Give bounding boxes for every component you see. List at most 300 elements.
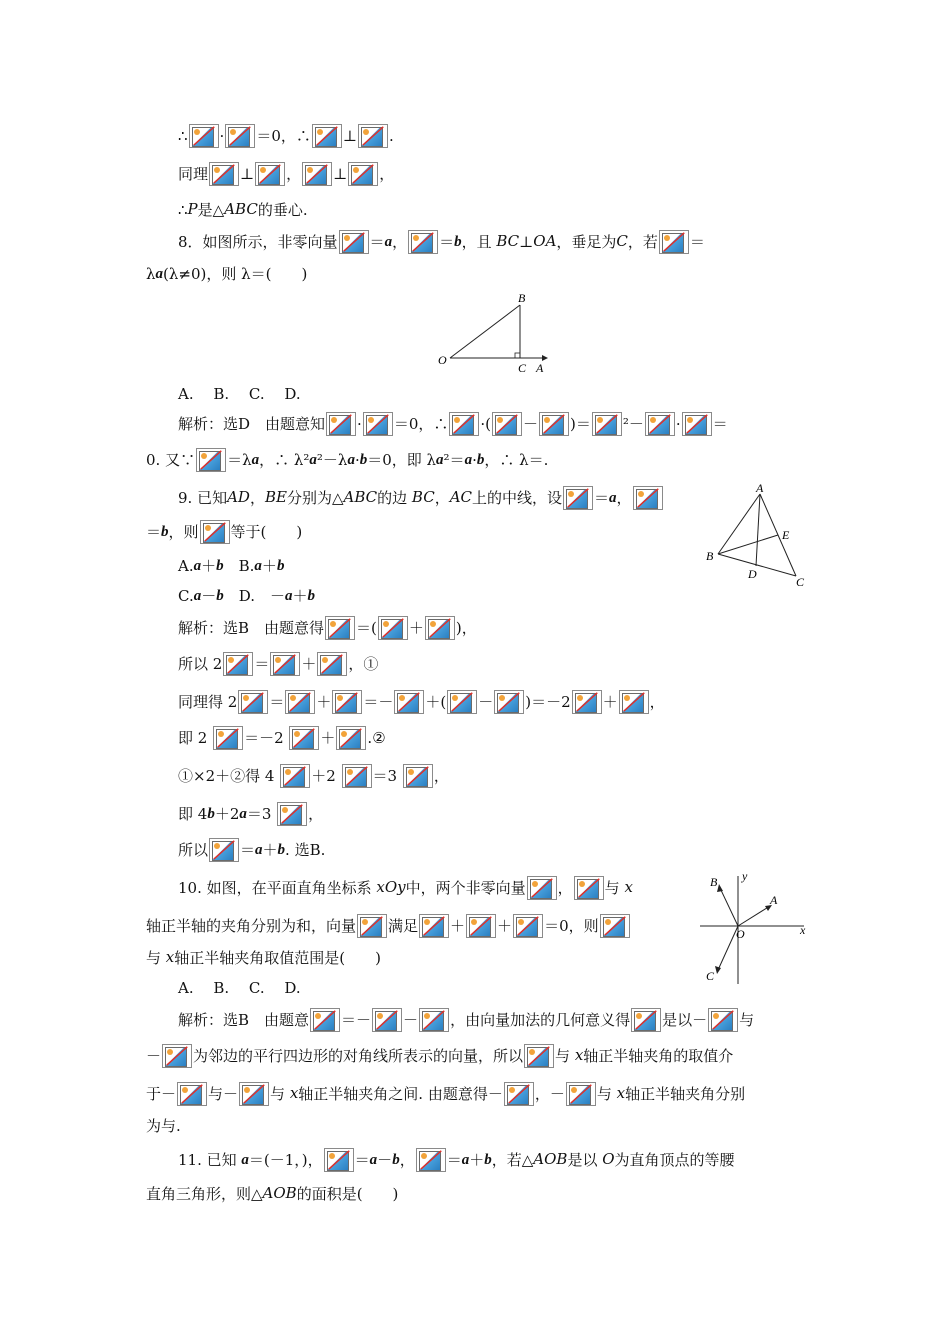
broken-image-icon bbox=[357, 914, 387, 938]
solution-9-line bbox=[178, 686, 665, 716]
text: ＝ bbox=[369, 233, 385, 251]
broken-image-icon bbox=[504, 1082, 534, 1106]
figure-label: A bbox=[756, 482, 764, 495]
text-line bbox=[178, 194, 308, 224]
text: x bbox=[624, 878, 633, 896]
text: ABC bbox=[224, 200, 258, 218]
text: ⊥ bbox=[240, 165, 255, 183]
broken-image-icon bbox=[317, 652, 347, 676]
figure-q10-axes bbox=[698, 870, 818, 988]
broken-image-icon bbox=[326, 412, 356, 436]
text: ，若 bbox=[627, 233, 658, 251]
text: A. B. C. D. bbox=[178, 385, 301, 403]
broken-image-slash bbox=[379, 617, 407, 639]
text: 轴正半轴夹角的取值介 bbox=[583, 1047, 734, 1065]
text: 是以－ bbox=[662, 1011, 708, 1029]
text: ＝(－1，)， bbox=[248, 1151, 323, 1169]
solution-8-line bbox=[146, 444, 548, 474]
broken-image-icon bbox=[270, 652, 300, 676]
solution-10-line bbox=[146, 1110, 181, 1140]
broken-image-icon bbox=[238, 690, 268, 714]
broken-image-icon bbox=[524, 1044, 554, 1068]
solution-9-line bbox=[178, 760, 449, 790]
text: ＋( bbox=[425, 693, 447, 711]
broken-image-slash bbox=[197, 449, 225, 471]
broken-image-icon bbox=[209, 838, 239, 862]
question-9-options bbox=[178, 580, 315, 610]
broken-image-icon bbox=[302, 162, 332, 186]
text: ＝ bbox=[146, 523, 162, 541]
figure-label: O bbox=[736, 927, 745, 941]
text: 11. 已知 bbox=[178, 1151, 242, 1169]
broken-image-slash bbox=[358, 915, 386, 937]
text: － bbox=[201, 587, 217, 605]
broken-image-icon bbox=[563, 486, 593, 510]
broken-image-slash bbox=[448, 691, 476, 713]
broken-image-icon bbox=[527, 876, 557, 900]
broken-image-slash bbox=[601, 915, 629, 937]
broken-image-slash bbox=[420, 915, 448, 937]
vector: a bbox=[384, 234, 393, 250]
text: 上的中线，设 bbox=[472, 489, 563, 507]
broken-image-icon bbox=[342, 764, 372, 788]
broken-image-icon bbox=[494, 690, 524, 714]
figure-q8-triangle bbox=[430, 290, 560, 380]
broken-image-slash bbox=[210, 163, 238, 185]
broken-image-icon bbox=[708, 1008, 738, 1032]
solution-10-line bbox=[178, 1004, 754, 1034]
broken-image-slash bbox=[495, 691, 523, 713]
text: ＝( bbox=[356, 619, 377, 637]
broken-image-icon bbox=[209, 162, 239, 186]
text: 解析：选B 由题意 bbox=[178, 1011, 310, 1029]
text: OA bbox=[533, 232, 557, 250]
broken-image-icon bbox=[659, 230, 689, 254]
broken-image-icon bbox=[394, 690, 424, 714]
vector: a bbox=[464, 452, 473, 468]
solution-9-line bbox=[178, 612, 477, 642]
text: ，－ bbox=[534, 1085, 565, 1103]
vector: a bbox=[255, 842, 263, 858]
text: )＝－2 bbox=[525, 693, 571, 711]
broken-image-slash bbox=[505, 1083, 533, 1105]
text: ＝0，则 bbox=[544, 917, 599, 935]
text: ＝ bbox=[446, 1151, 462, 1169]
broken-image-icon bbox=[631, 1008, 661, 1032]
text: ，垂足为 bbox=[556, 233, 617, 251]
broken-image-slash bbox=[426, 617, 454, 639]
broken-image-icon bbox=[566, 1082, 596, 1106]
text: ＝ bbox=[240, 841, 256, 859]
broken-image-icon bbox=[285, 690, 315, 714]
broken-image-slash bbox=[201, 521, 229, 543]
broken-image-icon bbox=[403, 764, 433, 788]
text: 轴正半轴夹角取值范围是( ) bbox=[174, 949, 381, 967]
text: )＝ bbox=[570, 415, 591, 433]
text: ⊥ bbox=[333, 165, 348, 183]
vector: b bbox=[392, 1152, 400, 1168]
figure-label: A bbox=[770, 893, 778, 907]
broken-image-slash bbox=[224, 653, 252, 675]
vector: a bbox=[251, 452, 260, 468]
text: 所以 2 bbox=[178, 655, 223, 673]
broken-image-slash bbox=[290, 727, 318, 749]
text: ，① bbox=[348, 655, 379, 673]
broken-image-slash bbox=[359, 125, 387, 147]
text: ，且 bbox=[461, 233, 497, 251]
text: λ bbox=[146, 265, 156, 283]
broken-image-slash bbox=[683, 413, 711, 435]
broken-image-icon bbox=[324, 1148, 354, 1172]
vector: a bbox=[285, 588, 293, 604]
broken-image-slash bbox=[373, 1009, 401, 1031]
broken-image-icon bbox=[372, 1008, 402, 1032]
figure-label: C bbox=[518, 361, 527, 375]
broken-image-slash bbox=[327, 413, 355, 435]
broken-image-slash bbox=[303, 163, 331, 185]
figure-label: x bbox=[800, 923, 806, 937]
question-8-options bbox=[178, 378, 301, 408]
text: AC bbox=[449, 488, 473, 506]
text: 同理得 2 bbox=[178, 693, 238, 711]
question-11-line bbox=[178, 1144, 735, 1174]
text-line bbox=[178, 120, 394, 150]
text: x bbox=[289, 1084, 299, 1102]
broken-image-icon bbox=[539, 412, 569, 436]
text: 同理 bbox=[178, 165, 209, 183]
text: . 选B. bbox=[285, 841, 326, 859]
text: ＋ bbox=[408, 619, 424, 637]
broken-image-slash bbox=[226, 125, 254, 147]
text: ＋ bbox=[261, 557, 277, 575]
broken-image-slash bbox=[573, 691, 601, 713]
broken-image-slash bbox=[420, 1009, 448, 1031]
broken-image-slash bbox=[349, 163, 377, 185]
text: 8．如图所示，非零向量 bbox=[178, 233, 338, 251]
text: ＝0，∴ bbox=[256, 127, 311, 145]
broken-image-icon bbox=[419, 1008, 449, 1032]
text: · bbox=[219, 127, 225, 145]
text: － bbox=[522, 415, 538, 433]
text: ＋ bbox=[316, 693, 332, 711]
figure-q9-triangle bbox=[700, 482, 810, 592]
broken-image-icon bbox=[312, 124, 342, 148]
text: ＝ bbox=[354, 1151, 370, 1169]
broken-image-icon bbox=[332, 690, 362, 714]
text: 轴正半轴夹角分别 bbox=[625, 1085, 746, 1103]
text: ABC bbox=[343, 488, 378, 506]
broken-image-icon bbox=[200, 520, 230, 544]
text: 为与. bbox=[146, 1117, 181, 1135]
vector: a bbox=[254, 558, 262, 574]
text: 与 bbox=[739, 1011, 755, 1029]
broken-image-slash bbox=[409, 231, 437, 253]
vector: b bbox=[216, 588, 224, 604]
text: · bbox=[354, 451, 360, 469]
text: ＝0，∴ bbox=[393, 415, 449, 433]
vector: a bbox=[461, 1152, 470, 1168]
broken-image-icon bbox=[348, 162, 378, 186]
text: ， bbox=[434, 489, 450, 507]
text: ＝ bbox=[689, 233, 705, 251]
vector: a bbox=[193, 558, 202, 574]
broken-image-slash bbox=[256, 163, 284, 185]
text: AOB bbox=[533, 1150, 568, 1168]
broken-image-icon bbox=[408, 230, 438, 254]
broken-image-icon bbox=[213, 726, 243, 750]
question-9-line bbox=[178, 482, 664, 512]
broken-image-slash bbox=[178, 1083, 206, 1105]
text: ⊥ bbox=[342, 127, 357, 145]
broken-image-slash bbox=[318, 653, 346, 675]
text: ， bbox=[392, 233, 408, 251]
broken-image-slash bbox=[271, 653, 299, 675]
broken-image-slash bbox=[340, 231, 368, 253]
text: 于－ bbox=[146, 1085, 177, 1103]
text: ，由向量加法的几何意义得 bbox=[450, 1011, 631, 1029]
solution-10-line bbox=[146, 1040, 733, 1070]
text: 9. 已知 bbox=[178, 489, 228, 507]
broken-image-slash bbox=[281, 765, 309, 787]
text: 与 bbox=[604, 879, 625, 897]
broken-image-icon bbox=[447, 690, 477, 714]
text: 即 2 bbox=[178, 729, 213, 747]
broken-image-slash bbox=[646, 413, 674, 435]
figure-label: D bbox=[748, 567, 757, 581]
figure-label: C bbox=[706, 969, 715, 983]
text: ， bbox=[649, 693, 665, 711]
text: ＝－ bbox=[341, 1011, 372, 1029]
text: ＝λ bbox=[227, 451, 252, 469]
text: ⊥ bbox=[519, 233, 534, 251]
text: 分别为△ bbox=[286, 489, 344, 507]
text: 的垂心. bbox=[257, 201, 308, 219]
broken-image-slash bbox=[210, 839, 238, 861]
question-9-line bbox=[146, 516, 302, 546]
text: ∴ bbox=[178, 127, 188, 145]
broken-image-slash bbox=[404, 765, 432, 787]
text: 是以 bbox=[567, 1151, 603, 1169]
broken-image-slash bbox=[337, 727, 365, 749]
text: ， bbox=[616, 489, 632, 507]
vector: a bbox=[193, 588, 202, 604]
broken-image-slash bbox=[634, 487, 662, 509]
broken-image-slash bbox=[467, 915, 495, 937]
text: BE bbox=[264, 488, 287, 506]
broken-image-icon bbox=[239, 1082, 269, 1106]
text: ＝－ bbox=[363, 693, 394, 711]
broken-image-icon bbox=[449, 412, 479, 436]
broken-image-icon bbox=[336, 726, 366, 750]
text: ，若△ bbox=[491, 1151, 534, 1169]
vector: b bbox=[161, 524, 169, 540]
text: B. bbox=[223, 557, 255, 575]
broken-image-icon bbox=[572, 690, 602, 714]
text: ＝ bbox=[269, 693, 285, 711]
text: 与 bbox=[596, 1085, 617, 1103]
question-8-line bbox=[178, 226, 705, 256]
text: ＝－2 bbox=[244, 729, 289, 747]
broken-image-slash bbox=[313, 125, 341, 147]
vector: a bbox=[241, 1152, 249, 1168]
vector: b bbox=[216, 558, 224, 574]
text: ＋ bbox=[320, 729, 336, 747]
vector: a bbox=[309, 452, 317, 468]
broken-image-slash bbox=[528, 877, 556, 899]
text: 与－ bbox=[208, 1085, 239, 1103]
vector: b bbox=[484, 1152, 492, 1168]
broken-image-icon bbox=[339, 230, 369, 254]
broken-image-slash bbox=[540, 413, 568, 435]
solution-9-line bbox=[178, 834, 325, 864]
broken-image-icon bbox=[378, 616, 408, 640]
text: AD bbox=[227, 488, 250, 506]
text-line bbox=[178, 158, 394, 188]
text: ＋ bbox=[292, 587, 308, 605]
broken-image-icon bbox=[325, 616, 355, 640]
text: A. B. C. D. bbox=[178, 979, 301, 997]
text: A. bbox=[178, 557, 194, 575]
broken-image-icon bbox=[466, 914, 496, 938]
figure-label: y bbox=[742, 870, 748, 883]
vector: b bbox=[276, 558, 285, 574]
broken-image-icon bbox=[592, 412, 622, 436]
text: ①×2＋②得 4 bbox=[178, 767, 280, 785]
broken-image-icon bbox=[363, 412, 393, 436]
broken-image-icon bbox=[189, 124, 219, 148]
question-9-options bbox=[178, 550, 284, 580]
text: 中，两个非零向量 bbox=[405, 879, 526, 897]
broken-image-slash bbox=[593, 413, 621, 435]
vector: b bbox=[476, 452, 485, 468]
broken-image-slash bbox=[632, 1009, 660, 1031]
broken-image-slash bbox=[343, 765, 371, 787]
text: ，∴ λ² bbox=[259, 451, 310, 469]
text: xOy bbox=[376, 878, 406, 896]
text: BC bbox=[496, 232, 520, 250]
text: ， bbox=[286, 165, 302, 183]
broken-image-slash bbox=[240, 1083, 268, 1105]
text: － bbox=[478, 693, 494, 711]
broken-image-slash bbox=[525, 1045, 553, 1067]
text: ， bbox=[308, 805, 324, 823]
text: .② bbox=[367, 729, 386, 747]
vector: b bbox=[359, 452, 368, 468]
vector: b bbox=[307, 588, 316, 604]
text: ， bbox=[249, 489, 265, 507]
vector: a bbox=[155, 266, 164, 282]
text: P bbox=[187, 200, 198, 218]
text: 为直角顶点的等腰 bbox=[614, 1151, 735, 1169]
text: 轴正半轴的夹角分别为和，向量 bbox=[146, 917, 357, 935]
text: ＝3 bbox=[246, 805, 277, 823]
text: ＝ bbox=[712, 415, 728, 433]
text: 10. 如图，在平面直角坐标系 bbox=[178, 879, 377, 897]
text: ＝0，即 λ bbox=[367, 451, 437, 469]
solution-8-line bbox=[178, 408, 728, 438]
broken-image-slash bbox=[333, 691, 361, 713]
broken-image-slash bbox=[239, 691, 267, 713]
broken-image-slash bbox=[325, 1149, 353, 1171]
solution-9-line bbox=[178, 798, 323, 828]
broken-image-slash bbox=[567, 1083, 595, 1105]
broken-image-icon bbox=[682, 412, 712, 436]
question-11-line bbox=[146, 1178, 398, 1208]
figure-label: B bbox=[710, 875, 718, 889]
text: ＋ bbox=[201, 557, 217, 575]
broken-image-icon bbox=[513, 914, 543, 938]
broken-image-icon bbox=[425, 616, 455, 640]
question-10-line bbox=[146, 942, 381, 972]
text: ， bbox=[433, 767, 449, 785]
text: 与 bbox=[146, 949, 166, 967]
text: )， bbox=[455, 619, 477, 637]
broken-image-slash bbox=[660, 231, 688, 253]
broken-image-icon bbox=[225, 124, 255, 148]
text: · bbox=[357, 415, 362, 433]
text: x bbox=[574, 1046, 584, 1064]
broken-image-icon bbox=[416, 1148, 446, 1172]
text: 与 bbox=[270, 1085, 290, 1103]
broken-image-slash bbox=[450, 413, 478, 435]
solution-9-line bbox=[178, 722, 386, 752]
question-8-line bbox=[146, 258, 307, 288]
text: ＋ bbox=[262, 841, 278, 859]
broken-image-icon bbox=[645, 412, 675, 436]
text: 直角三角形，则△ bbox=[146, 1185, 263, 1203]
text: － bbox=[377, 1151, 393, 1169]
text: － bbox=[146, 1047, 162, 1065]
text: ＝ bbox=[439, 233, 455, 251]
vector: b bbox=[277, 842, 286, 858]
broken-image-icon bbox=[196, 448, 226, 472]
figure-label: O bbox=[438, 353, 447, 367]
broken-image-slash bbox=[709, 1009, 737, 1031]
text: ∴ bbox=[178, 201, 188, 219]
text: D. － bbox=[223, 587, 285, 605]
text: ， bbox=[399, 1151, 415, 1169]
text: 等于( ) bbox=[230, 523, 303, 541]
broken-image-icon bbox=[177, 1082, 207, 1106]
text: ²－λ bbox=[316, 451, 348, 469]
text: 轴正半轴夹角之间. 由题意得－ bbox=[298, 1085, 503, 1103]
broken-image-icon bbox=[277, 802, 307, 826]
broken-image-icon bbox=[223, 652, 253, 676]
text: ＋ bbox=[450, 917, 466, 935]
broken-image-icon bbox=[358, 124, 388, 148]
text: 即 4 bbox=[178, 805, 208, 823]
broken-image-icon bbox=[419, 914, 449, 938]
figure-label: A bbox=[536, 361, 544, 375]
broken-image-icon bbox=[574, 876, 604, 900]
text: O bbox=[602, 1150, 615, 1168]
figure-label: B bbox=[706, 549, 714, 563]
text: ＝3 bbox=[372, 767, 402, 785]
text: · bbox=[472, 451, 477, 469]
broken-image-slash bbox=[163, 1045, 191, 1067]
text: C. bbox=[178, 587, 194, 605]
text: ＋ bbox=[497, 917, 513, 935]
vector: a bbox=[369, 1152, 378, 1168]
text: 的面积是( ) bbox=[296, 1185, 399, 1203]
broken-image-icon bbox=[600, 914, 630, 938]
text: ²－ bbox=[622, 415, 644, 433]
broken-image-icon bbox=[280, 764, 310, 788]
text: ＋ bbox=[602, 693, 618, 711]
question-10-options bbox=[178, 972, 301, 1002]
text: － bbox=[403, 1011, 419, 1029]
broken-image-icon bbox=[255, 162, 285, 186]
